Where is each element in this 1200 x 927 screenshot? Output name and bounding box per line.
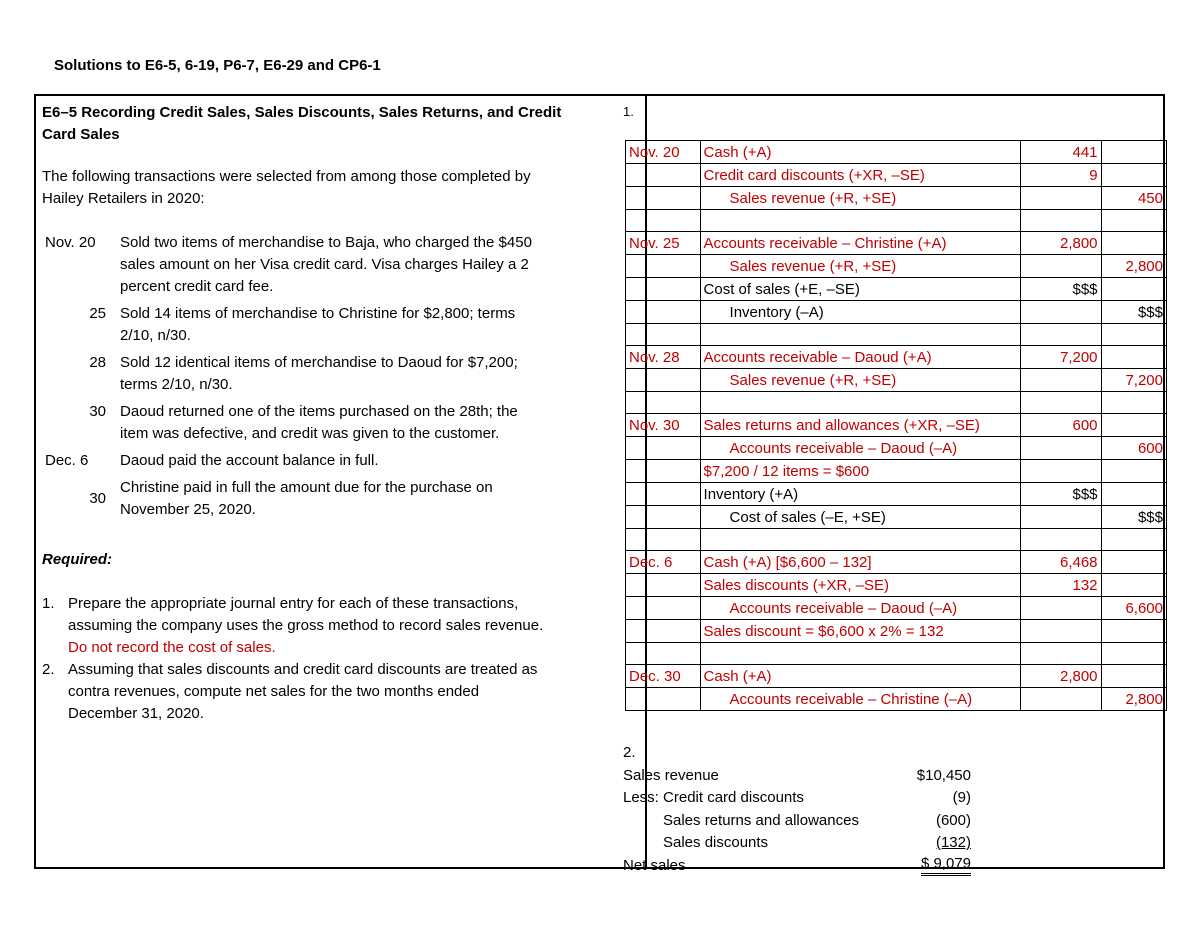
journal-debit: 2,800 [1020, 232, 1101, 255]
journal-row [626, 414, 1167, 437]
intro-line: The following transactions were selected from among those completed by [42, 168, 531, 185]
journal-row [626, 597, 1167, 620]
journal-credit: 6,600 [1101, 597, 1166, 620]
part2-label-row [623, 742, 983, 765]
journal-date [626, 324, 701, 346]
journal-credit [1101, 141, 1166, 164]
requirement-line: Prepare the appropriate journal entry for each of these transactions, [68, 595, 519, 612]
journal-row [626, 278, 1167, 301]
transaction-text: Christine paid in full the amount due for the purchase on [120, 479, 493, 496]
journal-debit: 441 [1020, 141, 1101, 164]
journal-account: Sales returns and allowances (+XR, –SE) [700, 414, 1020, 437]
journal-debit [1020, 620, 1101, 643]
sales-discounts-row [623, 832, 983, 855]
sales-discounts-label: Sales discounts [663, 834, 769, 851]
journal-date [626, 483, 701, 506]
journal-row [626, 187, 1167, 210]
journal-credit [1101, 346, 1166, 369]
journal-account-text: Inventory (–A) [729, 303, 824, 321]
journal-credit [1101, 574, 1166, 597]
less-label: Less: Credit card discounts [623, 789, 804, 806]
transaction-text: Sold 14 items of merchandise to Christine for $2,800; terms [120, 305, 516, 322]
journal-date: Dec. 6 [626, 551, 701, 574]
sales-discounts-value: (132) [935, 834, 971, 851]
journal-debit [1020, 597, 1101, 620]
journal-row [626, 483, 1167, 506]
journal-row [626, 346, 1167, 369]
net-sales-label: Net sales [623, 856, 686, 874]
requirement-1 [42, 593, 602, 659]
journal-account [700, 324, 1020, 346]
journal-account: Sales discounts (+XR, –SE) [700, 574, 1020, 597]
journal-credit [1101, 324, 1166, 346]
journal-debit [1020, 506, 1101, 529]
journal-debit [1020, 369, 1101, 392]
part1-label: 1. [623, 104, 634, 119]
transaction-item [42, 303, 602, 347]
journal-account [700, 506, 1020, 529]
journal-row [626, 506, 1167, 529]
journal-account-text: Accounts receivable – Daoud (–A) [729, 599, 958, 617]
transaction-date: 28 [89, 354, 106, 371]
journal-account-text: Cost of sales (–E, +SE) [729, 508, 886, 526]
transaction-date: Nov. 20 [45, 234, 96, 251]
journal-row [626, 164, 1167, 187]
journal-account: Cash (+A) [700, 141, 1020, 164]
journal-credit: $$$ [1101, 301, 1166, 324]
journal-row [626, 301, 1167, 324]
journal-date [626, 460, 701, 483]
journal-account-text: Sales revenue (+R, +SE) [729, 189, 897, 207]
journal-debit: 7,200 [1020, 346, 1101, 369]
journal-row [626, 369, 1167, 392]
transaction-text: percent credit card fee. [120, 278, 274, 295]
solution-frame [34, 94, 1165, 874]
journal-date [626, 369, 701, 392]
journal-account: Cost of sales (+E, –SE) [700, 278, 1020, 301]
journal-credit [1101, 164, 1166, 187]
journal-row [626, 574, 1167, 597]
transaction-date: 30 [89, 490, 106, 507]
transaction-item [42, 401, 602, 445]
transaction-text: Daoud returned one of the items purchased on the 28th; the [120, 403, 518, 420]
requirement-number: 1. [42, 595, 55, 612]
journal-credit: 600 [1101, 437, 1166, 460]
transaction-text: terms 2/10, n/30. [120, 376, 233, 393]
journal-debit [1020, 392, 1101, 414]
transaction-item [42, 477, 602, 521]
journal-account-text: Accounts receivable – Christine (–A) [729, 690, 973, 708]
requirement-line: assuming the company uses the gross method to record sales revenue. [68, 617, 544, 634]
requirement-line: Assuming that sales discounts and credit card discounts are treated as [68, 661, 538, 678]
journal-account [700, 529, 1020, 551]
sales-revenue-label: Sales revenue [623, 766, 719, 784]
journal-debit: $$$ [1020, 278, 1101, 301]
sales-returns-value: (600) [935, 811, 971, 829]
journal-credit [1101, 392, 1166, 414]
journal-account: Cash (+A) [700, 665, 1020, 688]
required-heading: Required: [42, 551, 113, 568]
journal-debit: 600 [1020, 414, 1101, 437]
journal-debit [1020, 437, 1101, 460]
journal-credit [1101, 551, 1166, 574]
transaction-text: Sold two items of merchandise to Baja, who charged the $450 [120, 234, 532, 251]
journal-account: Credit card discounts (+XR, –SE) [700, 164, 1020, 187]
net-sales-computation [623, 742, 983, 877]
journal-credit: 450 [1101, 187, 1166, 210]
journal-date [626, 620, 701, 643]
transaction-text: 2/10, n/30. [120, 327, 191, 344]
journal-account [700, 255, 1020, 278]
journal-row [626, 460, 1167, 483]
journal-date [626, 529, 701, 551]
journal-credit [1101, 232, 1166, 255]
transaction-date: 25 [89, 305, 106, 322]
journal-row [626, 141, 1167, 164]
journal-account [700, 688, 1020, 711]
journal-date: Dec. 30 [626, 665, 701, 688]
transaction-list [42, 232, 602, 521]
part2-label: 2. [623, 744, 636, 761]
journal-account [700, 597, 1020, 620]
journal-debit [1020, 324, 1101, 346]
journal-account [700, 369, 1020, 392]
journal-spacer-row [626, 643, 1167, 665]
journal-credit [1101, 483, 1166, 506]
journal-row [626, 437, 1167, 460]
journal-spacer-row [626, 210, 1167, 232]
journal-date [626, 574, 701, 597]
page-title: Solutions to E6-5, 6-19, P6-7, E6-29 and CP6-1 [54, 57, 381, 74]
requirement-line: contra revenues, compute net sales for the two months ended [68, 683, 480, 700]
journal-account: Accounts receivable – Christine (+A) [700, 232, 1020, 255]
journal-date: Nov. 30 [626, 414, 701, 437]
journal-account: Sales discount = $6,600 x 2% = 132 [700, 620, 1020, 643]
journal-row [626, 620, 1167, 643]
journal-account [700, 392, 1020, 414]
journal-spacer-row [626, 529, 1167, 551]
journal-credit [1101, 414, 1166, 437]
journal-debit: 132 [1020, 574, 1101, 597]
transaction-text: sales amount on her Visa credit card. Visa charges Hailey a 2 [120, 256, 529, 273]
journal-account [700, 301, 1020, 324]
sales-returns-row [623, 810, 983, 833]
requirements-list [42, 593, 602, 725]
journal-debit [1020, 460, 1101, 483]
credit-card-discounts-value: (9) [952, 789, 971, 806]
journal-credit [1101, 665, 1166, 688]
journal-row [626, 551, 1167, 574]
journal-date: Nov. 25 [626, 232, 701, 255]
journal-row [626, 665, 1167, 688]
sales-revenue-row [623, 765, 983, 788]
journal-date: Nov. 20 [626, 141, 701, 164]
transaction-item [42, 450, 602, 472]
journal-spacer-row [626, 324, 1167, 346]
transaction-text: November 25, 2020. [120, 501, 256, 518]
transaction-text: item was defective, and credit was given to the customer. [120, 425, 500, 442]
journal-account: Inventory (+A) [700, 483, 1020, 506]
journal-date [626, 187, 701, 210]
journal-debit [1020, 688, 1101, 711]
journal-debit [1020, 643, 1101, 665]
transaction-item [42, 352, 602, 396]
journal-debit [1020, 255, 1101, 278]
sales-revenue-value: $10,450 [916, 766, 971, 784]
journal-account [700, 643, 1020, 665]
journal-credit [1101, 278, 1166, 301]
journal-date [626, 392, 701, 414]
journal-credit [1101, 620, 1166, 643]
journal-debit [1020, 187, 1101, 210]
journal-credit: 2,800 [1101, 688, 1166, 711]
journal-date [626, 597, 701, 620]
journal-debit [1020, 301, 1101, 324]
requirement-2 [42, 659, 602, 725]
journal-date: Nov. 28 [626, 346, 701, 369]
journal-row [626, 688, 1167, 711]
journal-account-text: Sales revenue (+R, +SE) [729, 371, 897, 389]
credit-card-discounts-row [623, 787, 983, 810]
journal-date [626, 643, 701, 665]
requirement-line: December 31, 2020. [68, 705, 204, 722]
transaction-text: Daoud paid the account balance in full. [120, 452, 379, 469]
journal-date [626, 301, 701, 324]
requirement-number: 2. [42, 661, 55, 678]
journal-date [626, 506, 701, 529]
journal-credit: 7,200 [1101, 369, 1166, 392]
sales-returns-label: Sales returns and allowances [663, 811, 859, 829]
journal-date [626, 688, 701, 711]
journal-account-text: Accounts receivable – Daoud (–A) [729, 439, 958, 457]
journal-account: Cash (+A) [$6,600 – 132] [700, 551, 1020, 574]
journal-date [626, 164, 701, 187]
journal-account-text: Sales revenue (+R, +SE) [729, 257, 897, 275]
net-sales-row [623, 855, 983, 878]
intro-text [42, 166, 602, 210]
journal-credit [1101, 210, 1166, 232]
journal-debit: 9 [1020, 164, 1101, 187]
journal-credit: 2,800 [1101, 255, 1166, 278]
journal-credit [1101, 460, 1166, 483]
journal-debit [1020, 529, 1101, 551]
journal-debit: 6,468 [1020, 551, 1101, 574]
journal-row [626, 232, 1167, 255]
journal-account: $7,200 / 12 items = $600 [700, 460, 1020, 483]
journal-date [626, 437, 701, 460]
journal-debit: $$$ [1020, 483, 1101, 506]
journal-debit [1020, 210, 1101, 232]
journal-credit: $$$ [1101, 506, 1166, 529]
journal-spacer-row [626, 392, 1167, 414]
journal-date [626, 255, 701, 278]
transaction-item [42, 232, 602, 298]
intro-line: Hailey Retailers in 2020: [42, 190, 205, 207]
exercise-title-line: Card Sales [42, 126, 120, 143]
journal-account [700, 187, 1020, 210]
net-sales-value: $ 9,079 [921, 855, 971, 876]
problem-column [42, 102, 602, 725]
requirement-note: Do not record the cost of sales. [68, 639, 276, 656]
journal-credit [1101, 643, 1166, 665]
journal-credit [1101, 529, 1166, 551]
journal-debit: 2,800 [1020, 665, 1101, 688]
journal-row [626, 255, 1167, 278]
journal-account: Accounts receivable – Daoud (+A) [700, 346, 1020, 369]
exercise-title-line: E6–5 Recording Credit Sales, Sales Discounts, Sales Returns, and Credit [42, 104, 562, 121]
transaction-date: Dec. 6 [45, 452, 89, 469]
journal-date [626, 278, 701, 301]
journal-account [700, 437, 1020, 460]
journal-account [700, 210, 1020, 232]
transaction-text: Sold 12 identical items of merchandise to Daoud for $7,200; [120, 354, 518, 371]
journal-date [626, 210, 701, 232]
journal-table [625, 140, 1167, 711]
transaction-date: 30 [89, 403, 106, 420]
exercise-title [42, 102, 602, 146]
